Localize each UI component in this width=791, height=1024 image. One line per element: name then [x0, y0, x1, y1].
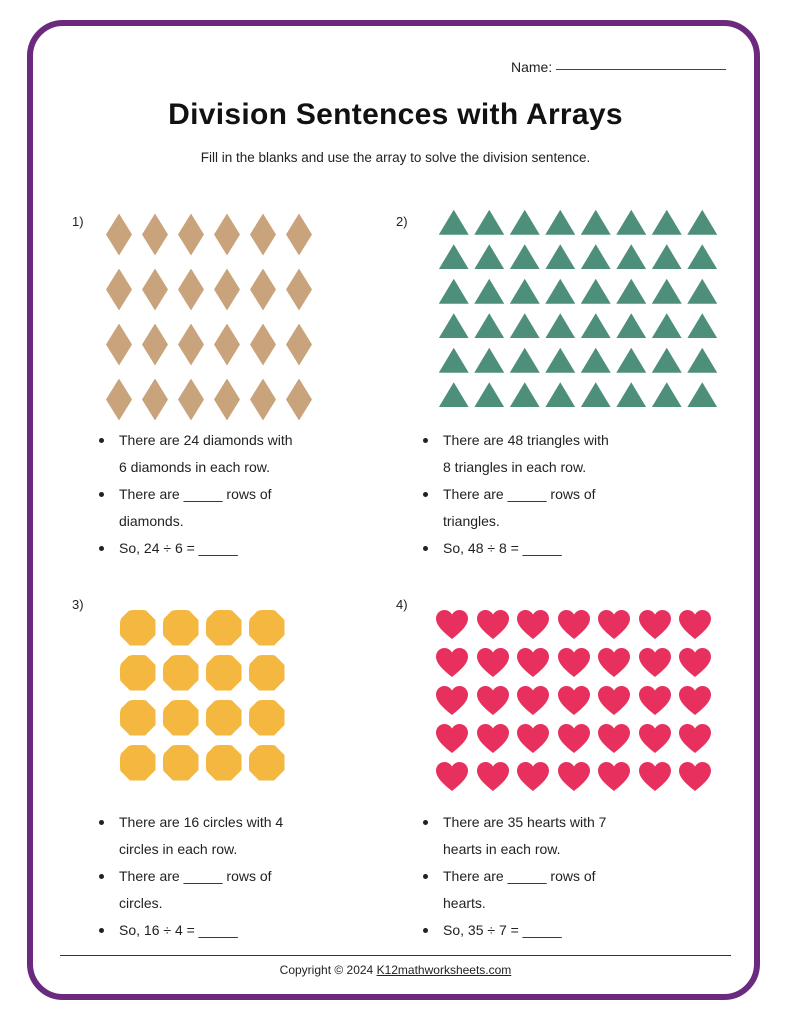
array-item	[635, 606, 676, 644]
array-item	[507, 309, 543, 344]
array-item	[281, 262, 317, 317]
heart-icon	[598, 648, 630, 678]
triangle-icon	[616, 244, 646, 269]
array-item	[614, 274, 650, 309]
triangle-icon	[687, 348, 717, 373]
triangle-icon	[474, 382, 504, 407]
array-item	[436, 309, 472, 344]
diamond-icon	[214, 214, 240, 256]
diamond-icon	[286, 269, 312, 311]
array-item	[116, 740, 159, 785]
array-item	[685, 274, 721, 309]
heart-icon	[477, 724, 509, 754]
triangle-icon	[439, 348, 469, 373]
triangle-icon	[439, 244, 469, 269]
array-item	[202, 605, 245, 650]
array-item	[202, 695, 245, 740]
array-item	[245, 207, 281, 262]
array-item	[614, 205, 650, 240]
triangle-icon	[474, 244, 504, 269]
triangle-icon	[687, 313, 717, 338]
triangle-icon	[510, 382, 540, 407]
array-item	[116, 695, 159, 740]
array-item	[137, 207, 173, 262]
problem-2-number: 2)	[396, 214, 408, 229]
array-item	[554, 720, 595, 758]
triangle-icon	[652, 279, 682, 304]
problem-1-facts	[93, 427, 293, 562]
array-item	[202, 650, 245, 695]
diamond-icon	[178, 214, 204, 256]
array-item	[473, 758, 514, 796]
array-item	[649, 343, 685, 378]
heart-icon	[436, 648, 468, 678]
array-item	[436, 343, 472, 378]
heart-icon	[477, 686, 509, 716]
array-item	[173, 262, 209, 317]
array-item	[159, 650, 202, 695]
array-item	[649, 309, 685, 344]
diamond-icon	[214, 324, 240, 366]
heart-icon	[598, 610, 630, 640]
array-item	[101, 207, 137, 262]
array-item	[507, 343, 543, 378]
heart-icon	[517, 724, 549, 754]
circle-icon	[163, 745, 199, 781]
array-item	[635, 720, 676, 758]
triangle-icon	[652, 244, 682, 269]
array-item	[685, 240, 721, 275]
array-item	[649, 274, 685, 309]
array-item	[685, 309, 721, 344]
array-item	[649, 378, 685, 413]
triangle-icon	[510, 279, 540, 304]
circle-icon	[249, 745, 285, 781]
diamond-icon	[178, 379, 204, 421]
diamond-icon	[106, 269, 132, 311]
array-item	[209, 262, 245, 317]
problem-4-fact: There are 35 hearts with 7 hearts in each row.	[417, 809, 606, 863]
triangle-icon	[652, 348, 682, 373]
heart-icon	[558, 648, 590, 678]
triangle-icon	[510, 210, 540, 235]
array-item	[675, 720, 716, 758]
triangle-icon	[439, 313, 469, 338]
heart-icon	[477, 610, 509, 640]
heart-icon	[679, 686, 711, 716]
array-item	[473, 720, 514, 758]
array-item	[578, 205, 614, 240]
diamond-icon	[178, 324, 204, 366]
heart-icon	[558, 686, 590, 716]
array-item	[473, 682, 514, 720]
array-item	[432, 758, 473, 796]
array-item	[554, 682, 595, 720]
array-item	[245, 372, 281, 427]
triangle-icon	[439, 382, 469, 407]
array-item	[513, 682, 554, 720]
problem-1-number: 1)	[72, 214, 84, 229]
problem-3-array	[116, 605, 288, 785]
array-item	[472, 343, 508, 378]
array-item	[281, 207, 317, 262]
array-item	[507, 378, 543, 413]
heart-icon	[679, 762, 711, 792]
triangle-icon	[545, 210, 575, 235]
array-item	[173, 372, 209, 427]
problem-4-answer-blank[interactable]: So, 35 ÷ 7 = _____	[417, 917, 606, 944]
triangle-icon	[545, 279, 575, 304]
array-item	[543, 309, 579, 344]
array-item	[635, 682, 676, 720]
problem-2-rows-blank[interactable]: There are _____ rows of triangles.	[417, 481, 609, 535]
array-item	[554, 644, 595, 682]
diamond-icon	[142, 324, 168, 366]
array-item	[159, 740, 202, 785]
array-item	[137, 317, 173, 372]
heart-icon	[517, 648, 549, 678]
array-item	[507, 240, 543, 275]
array-item	[436, 205, 472, 240]
diamond-icon	[214, 269, 240, 311]
array-item	[513, 644, 554, 682]
diamond-icon	[142, 214, 168, 256]
array-item	[578, 309, 614, 344]
problem-3-answer-blank[interactable]: So, 16 ÷ 4 = _____	[93, 917, 283, 944]
array-item	[432, 606, 473, 644]
array-item	[473, 644, 514, 682]
diamond-icon	[250, 214, 276, 256]
array-item	[173, 317, 209, 372]
triangle-icon	[474, 313, 504, 338]
array-item	[101, 317, 137, 372]
footer-divider	[60, 955, 731, 956]
array-item	[635, 644, 676, 682]
circle-icon	[206, 745, 242, 781]
array-item	[432, 644, 473, 682]
heart-icon	[639, 686, 671, 716]
problem-1-fact: There are 24 diamonds with 6 diamonds in each row.	[93, 427, 293, 481]
problem-4-rows-blank[interactable]: There are _____ rows of hearts.	[417, 863, 606, 917]
array-item	[578, 240, 614, 275]
triangle-icon	[616, 279, 646, 304]
array-item	[513, 606, 554, 644]
heart-icon	[639, 724, 671, 754]
triangle-icon	[474, 210, 504, 235]
array-item	[116, 605, 159, 650]
array-item	[594, 758, 635, 796]
array-item	[513, 720, 554, 758]
triangle-icon	[652, 210, 682, 235]
diamond-icon	[106, 379, 132, 421]
circle-icon	[206, 700, 242, 736]
heart-icon	[436, 686, 468, 716]
array-item	[685, 378, 721, 413]
problem-4-array	[432, 606, 716, 796]
heart-icon	[477, 648, 509, 678]
diamond-icon	[250, 269, 276, 311]
triangle-icon	[474, 279, 504, 304]
circle-icon	[120, 745, 156, 781]
triangle-icon	[474, 348, 504, 373]
instructions: Fill in the blanks and use the array to solve the division sentence.	[200, 150, 591, 165]
circle-icon	[163, 700, 199, 736]
triangle-icon	[687, 279, 717, 304]
array-item	[432, 720, 473, 758]
triangle-icon	[581, 313, 611, 338]
array-item	[209, 372, 245, 427]
array-item	[543, 205, 579, 240]
problem-2-fact: There are 48 triangles with 8 triangles in each row.	[417, 427, 609, 481]
array-item	[245, 740, 288, 785]
array-item	[685, 205, 721, 240]
array-item	[202, 740, 245, 785]
heart-icon	[598, 686, 630, 716]
triangle-icon	[616, 382, 646, 407]
copyright-text: Copyright © 2024	[279, 963, 374, 977]
array-item	[554, 758, 595, 796]
array-item	[554, 606, 595, 644]
name-blank[interactable]	[556, 69, 726, 70]
problem-3-number: 3)	[72, 597, 84, 612]
array-item	[472, 240, 508, 275]
array-item	[209, 207, 245, 262]
heart-icon	[598, 724, 630, 754]
triangle-icon	[545, 382, 575, 407]
diamond-icon	[286, 324, 312, 366]
array-item	[245, 317, 281, 372]
array-item	[473, 606, 514, 644]
circle-icon	[163, 655, 199, 691]
circle-icon	[120, 610, 156, 646]
array-item	[173, 207, 209, 262]
heart-icon	[517, 610, 549, 640]
array-item	[245, 695, 288, 740]
diamond-icon	[142, 269, 168, 311]
heart-icon	[679, 610, 711, 640]
array-item	[436, 274, 472, 309]
page-title: Division Sentences with Arrays	[168, 98, 623, 131]
circle-icon	[120, 700, 156, 736]
problem-3-facts	[93, 809, 283, 944]
heart-icon	[639, 762, 671, 792]
array-item	[675, 758, 716, 796]
diamond-icon	[286, 214, 312, 256]
heart-icon	[558, 610, 590, 640]
array-item	[649, 240, 685, 275]
array-item	[472, 309, 508, 344]
triangle-icon	[510, 348, 540, 373]
circle-icon	[249, 700, 285, 736]
heart-icon	[679, 724, 711, 754]
triangle-icon	[581, 244, 611, 269]
problem-2-array	[436, 205, 720, 412]
triangle-icon	[581, 210, 611, 235]
array-item	[472, 205, 508, 240]
diamond-icon	[250, 324, 276, 366]
triangle-icon	[581, 382, 611, 407]
array-item	[101, 262, 137, 317]
problem-1-array	[101, 207, 317, 427]
triangle-icon	[545, 348, 575, 373]
array-item	[675, 682, 716, 720]
diamond-icon	[106, 214, 132, 256]
triangle-icon	[687, 244, 717, 269]
array-item	[543, 378, 579, 413]
array-item	[614, 343, 650, 378]
problem-4-facts	[417, 809, 606, 944]
array-item	[635, 758, 676, 796]
array-item	[137, 372, 173, 427]
circle-icon	[249, 655, 285, 691]
triangle-icon	[581, 279, 611, 304]
array-item	[578, 274, 614, 309]
array-item	[614, 240, 650, 275]
heart-icon	[639, 610, 671, 640]
heart-icon	[477, 762, 509, 792]
array-item	[594, 720, 635, 758]
triangle-icon	[687, 210, 717, 235]
triangle-icon	[581, 348, 611, 373]
array-item	[543, 274, 579, 309]
array-item	[578, 378, 614, 413]
heart-icon	[558, 762, 590, 792]
problem-1-answer-blank[interactable]: So, 24 ÷ 6 = _____	[93, 535, 293, 562]
triangle-icon	[439, 210, 469, 235]
problem-4-number: 4)	[396, 597, 408, 612]
array-item	[209, 317, 245, 372]
triangle-icon	[616, 313, 646, 338]
array-item	[436, 240, 472, 275]
array-item	[507, 274, 543, 309]
name-label: Name:	[511, 59, 553, 75]
triangle-icon	[545, 244, 575, 269]
triangle-icon	[652, 313, 682, 338]
array-item	[245, 650, 288, 695]
array-item	[675, 644, 716, 682]
array-item	[543, 343, 579, 378]
circle-icon	[249, 610, 285, 646]
array-item	[472, 274, 508, 309]
array-item	[675, 606, 716, 644]
diamond-icon	[250, 379, 276, 421]
array-item	[436, 378, 472, 413]
heart-icon	[436, 762, 468, 792]
heart-icon	[558, 724, 590, 754]
triangle-icon	[616, 210, 646, 235]
array-item	[245, 605, 288, 650]
diamond-icon	[214, 379, 240, 421]
array-item	[649, 205, 685, 240]
array-item	[507, 205, 543, 240]
problem-2-answer-blank[interactable]: So, 48 ÷ 8 = _____	[417, 535, 609, 562]
site-link[interactable]: K12mathworksheets.com	[376, 963, 512, 977]
triangle-icon	[439, 279, 469, 304]
array-item	[137, 262, 173, 317]
array-item	[281, 317, 317, 372]
problem-3-fact: There are 16 circles with 4 circles in each row.	[93, 809, 283, 863]
array-item	[245, 262, 281, 317]
diamond-icon	[286, 379, 312, 421]
heart-icon	[639, 648, 671, 678]
diamond-icon	[142, 379, 168, 421]
array-item	[614, 309, 650, 344]
problem-3-rows-blank[interactable]: There are _____ rows of circles.	[93, 863, 283, 917]
array-item	[472, 378, 508, 413]
array-item	[159, 605, 202, 650]
diamond-icon	[178, 269, 204, 311]
triangle-icon	[510, 313, 540, 338]
circle-icon	[206, 610, 242, 646]
array-item	[513, 758, 554, 796]
name-field[interactable]	[511, 59, 726, 75]
heart-icon	[436, 610, 468, 640]
heart-icon	[517, 686, 549, 716]
circle-icon	[206, 655, 242, 691]
triangle-icon	[652, 382, 682, 407]
footer	[0, 963, 791, 977]
array-item	[101, 372, 137, 427]
array-item	[685, 343, 721, 378]
heart-icon	[679, 648, 711, 678]
array-item	[432, 682, 473, 720]
array-item	[159, 695, 202, 740]
array-item	[594, 606, 635, 644]
problem-1-rows-blank[interactable]: There are _____ rows of diamonds.	[93, 481, 293, 535]
array-item	[594, 644, 635, 682]
array-item	[594, 682, 635, 720]
array-item	[543, 240, 579, 275]
problem-2-facts	[417, 427, 609, 562]
diamond-icon	[106, 324, 132, 366]
triangle-icon	[616, 348, 646, 373]
array-item	[281, 372, 317, 427]
array-item	[116, 650, 159, 695]
triangle-icon	[687, 382, 717, 407]
array-item	[614, 378, 650, 413]
triangle-icon	[545, 313, 575, 338]
array-item	[578, 343, 614, 378]
triangle-icon	[510, 244, 540, 269]
heart-icon	[517, 762, 549, 792]
circle-icon	[120, 655, 156, 691]
heart-icon	[598, 762, 630, 792]
heart-icon	[436, 724, 468, 754]
circle-icon	[163, 610, 199, 646]
